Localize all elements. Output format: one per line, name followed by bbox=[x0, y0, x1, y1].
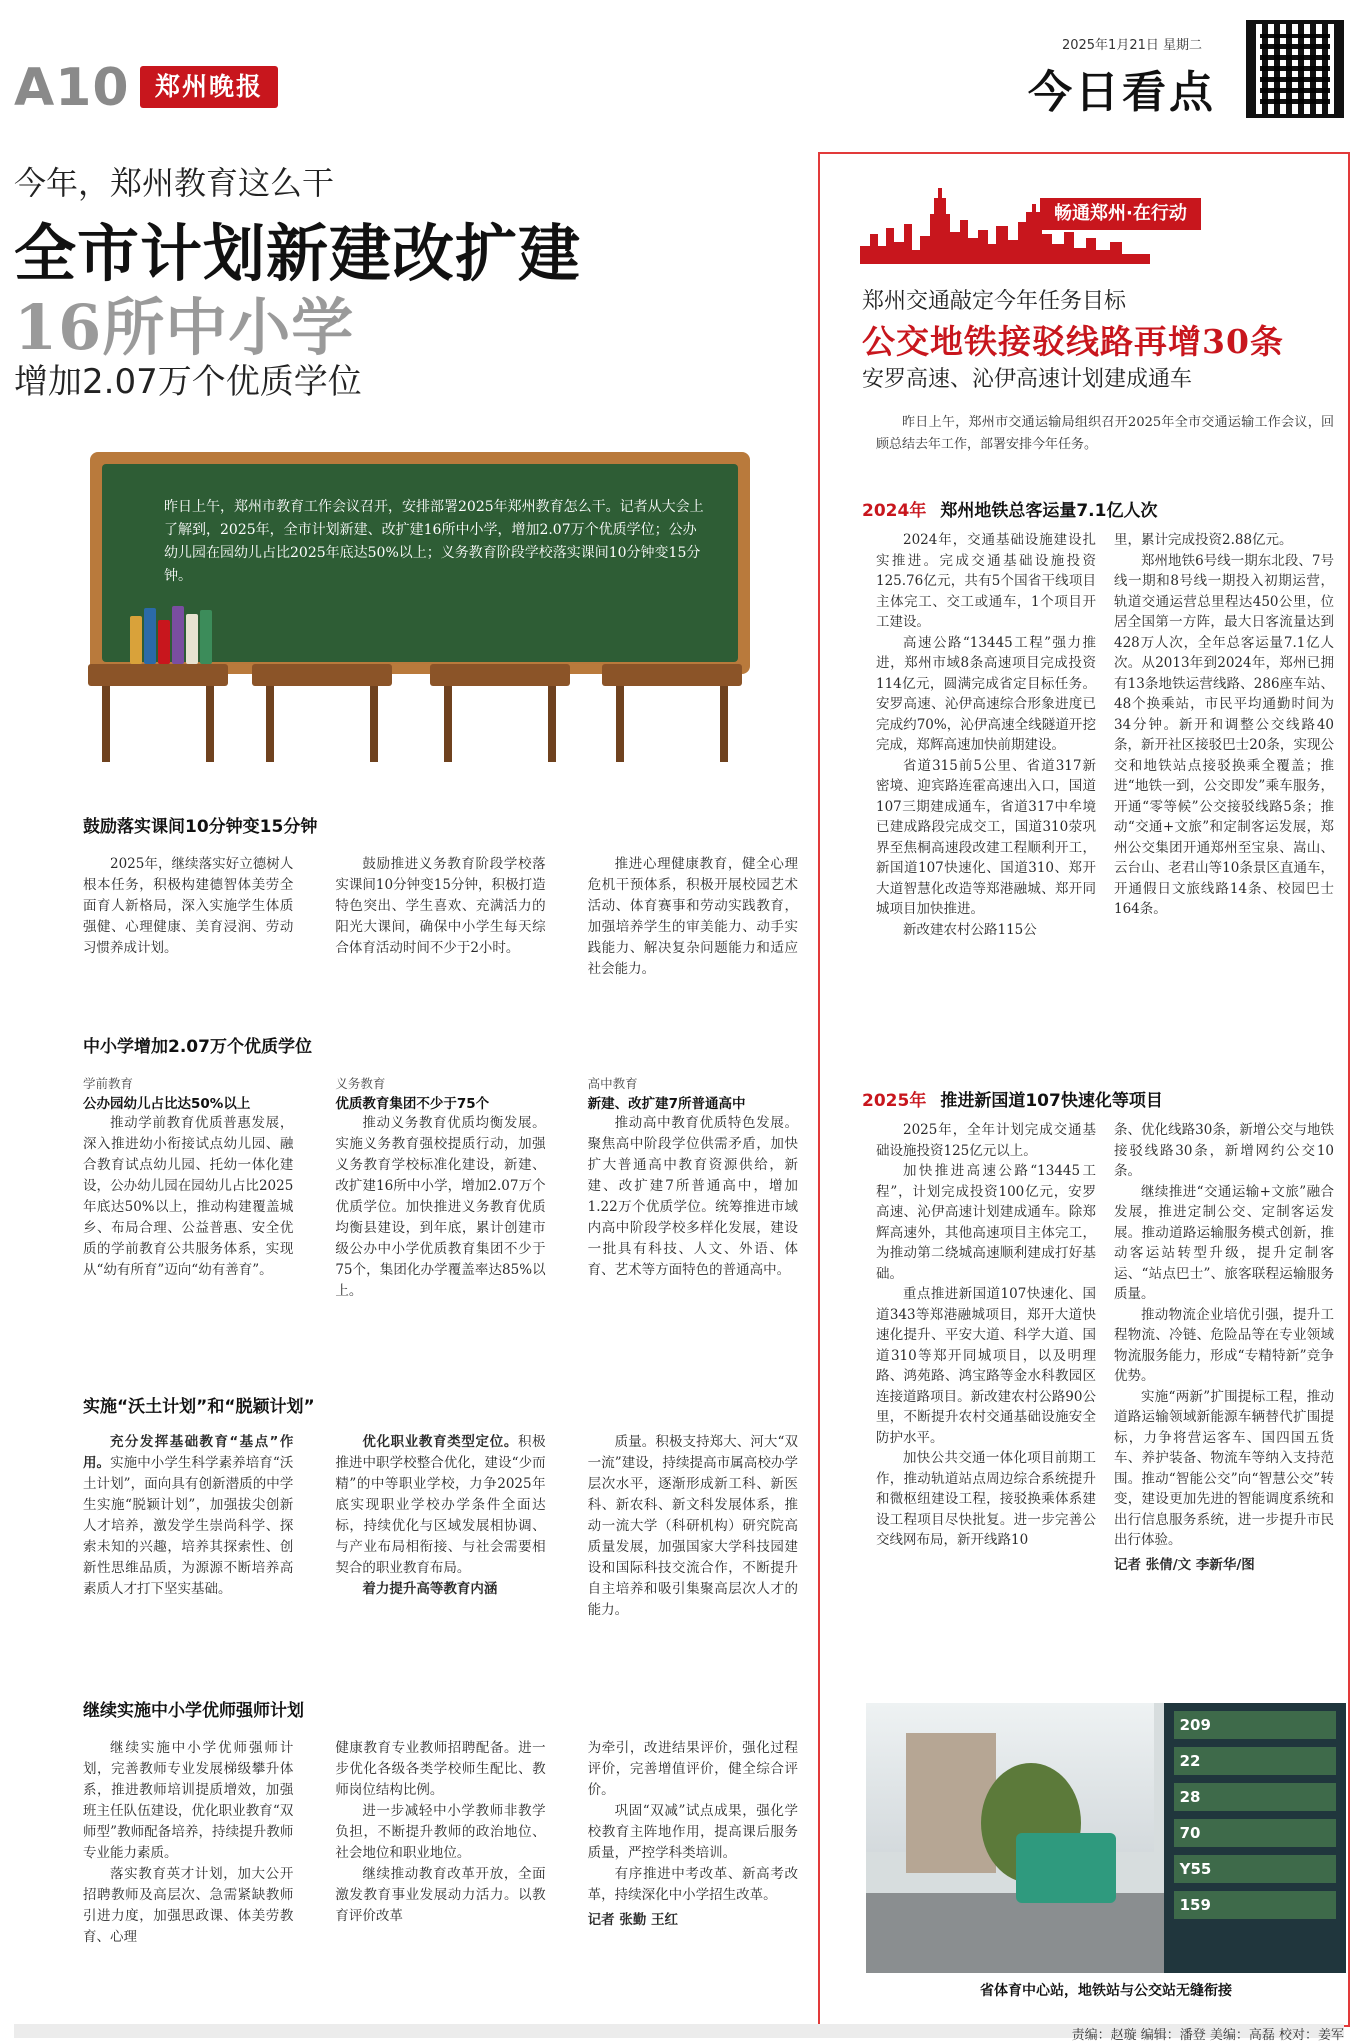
paragraph: 巩固“双减”试点成果，强化学校教育主阵地作用，提高课后服务质量，严控学科类培训。 bbox=[587, 1803, 798, 1861]
text-column bbox=[83, 1074, 293, 1346]
category-label: 义务教育 bbox=[335, 1076, 386, 1091]
photo-building bbox=[906, 1733, 996, 1873]
route-number: 159 bbox=[1174, 1891, 1336, 1919]
text-column bbox=[876, 530, 1096, 1050]
text-column bbox=[335, 1738, 545, 1990]
route-number: 70 bbox=[1174, 1819, 1336, 1847]
category-label: 学前教育 bbox=[83, 1076, 134, 1091]
section-heading: 实施“沃土计划”和“脱颖计划” bbox=[83, 1397, 315, 1417]
masthead bbox=[14, 38, 1344, 118]
section-heading bbox=[862, 1086, 1163, 1111]
article-subhead: 增加2.07万个优质学位 bbox=[14, 362, 362, 402]
section-body bbox=[83, 1432, 798, 1672]
paragraph: 重点推进新国道107快速化、国道343等郑港融城项目，郑开大道快速化提升、平安大道、科学大道、国道310等郑开同城项目，以及明理路、鸿苑路、鸿宝路等金水科教园区连接道路项目。新改建农村公路90公里，不断提升农村交通基础设施安全防护水平。 bbox=[876, 1286, 1096, 1446]
paragraph: 条、优化线路30条，新增公交与地铁接驳线路30条，新增网约公交10条。 bbox=[1114, 1122, 1334, 1179]
right-article-kicker: 郑州交通敲定今年任务目标 bbox=[862, 289, 1127, 314]
text-column bbox=[1114, 530, 1334, 1050]
paragraph: 2024年，交通基础设施建设扎实推进。完成交通基础设施投资125.76亿元，共有5个国省干线项目主体完工、交工或通车，1个项目开工建设。 bbox=[876, 532, 1096, 630]
paragraph: 省道315前5公里、省道317新密境、迎宾路连霍高速出入口，国道107三期建成通车，省道317中牟境已建成路段完成交工，国道310荥巩界至焦桐高速段改建工程顺利开工，新国道107快速化、国道310、郑开大道智慧化改造等郑港融城、郑开同城项目加快推进。 bbox=[876, 757, 1096, 917]
subsection-heading: 公办园幼儿占比达50%以上 bbox=[83, 1096, 251, 1112]
right-article-subhead: 安罗高速、沁伊高速计划建成通车 bbox=[862, 367, 1193, 392]
lead-in: 充分发挥基础教育“基点”作用。 bbox=[83, 1434, 294, 1471]
paragraph: 推动物流企业培优引强，提升工程物流、冷链、危险品等在专业领域物流服务能力，形成“专精特新”竞争优势。 bbox=[1114, 1306, 1334, 1384]
paragraph: 推动学前教育优质普惠发展，深入推进幼小衔接试点幼儿园、融合教育试点幼儿园、托幼一体化建设，公办幼儿园在园幼儿占比2025年底达50%以上，推动构建覆盖城乡、布局合理、公益普惠、安全优质的学前教育公共服务体系，实现从“幼有所育”迈向“幼有善育”。 bbox=[83, 1115, 294, 1278]
paragraph: 积极推进中职学校整合优化，建设“少而精”的中等职业学校，力争2025年底实现职业学校办学条件全面达标，持续优化与区域发展相协调、与产业布局相衔接、与社会需要相契合的职业教育布局。 bbox=[335, 1434, 546, 1576]
section-body bbox=[83, 1074, 798, 1346]
paragraph: 推进心理健康教育，健全心理危机干预体系，积极开展校园艺术活动、体育赛事和劳动实践教育，加强培养学生的审美能力、动手实践能力、解决复杂问题能力和适应社会能力。 bbox=[587, 856, 798, 977]
section-heading: 中小学增加2.07万个优质学位 bbox=[83, 1037, 312, 1057]
paragraph: 实施中小学生科学素养培育“沃土计划”，面向具有创新潜质的中学生实施“脱颖计划”，加强拔尖创新人才培养，激发学生崇尚科学、探索未知的兴趣，培养其探索性、创新性思维品质，为源源不断培养高素质人才打下坚实基础。 bbox=[83, 1455, 294, 1597]
section-body bbox=[83, 854, 798, 977]
editor-credits: 责编：赵璇 编辑：潘登 美编：高磊 校对：姜军 bbox=[1071, 2028, 1344, 2043]
chalkboard-lead-text: 昨日上午，郑州市教育工作会议召开，安排部署2025年郑州教育怎么干。记者从大会上了解到，2025年，全市计划新建、改扩建16所中小学，增加2.07万个优质学位；公办幼儿园在园幼儿占比2025年底达50%以上；义务教育阶段学校落实课间10分钟变15分钟。 bbox=[102, 464, 738, 662]
subsection-heading: 新建、改扩建7所普通高中 bbox=[587, 1096, 746, 1112]
right-article-box bbox=[818, 152, 1350, 2027]
books-icon bbox=[130, 602, 250, 664]
campaign-banner-label: 畅通郑州·在行动 bbox=[1040, 198, 1201, 230]
text-column bbox=[588, 1432, 798, 1672]
bus-route-signboard bbox=[1164, 1703, 1346, 1973]
issue-date: 2025年1月21日 星期二 bbox=[1061, 38, 1202, 53]
section-year: 2024年 bbox=[862, 501, 927, 521]
right-article-lead: 昨日上午，郑州市交通运输局组织召开2025年全市交通运输工作会议，回顾总结去年工作，部署安排今年任务。 bbox=[876, 415, 1334, 452]
route-number: 209 bbox=[1174, 1711, 1336, 1739]
page-number: A10 bbox=[14, 58, 130, 118]
paragraph: 郑州地铁6号线一期东北段、7号线一期和8号线一期投入初期运营，轨道交通运营总里程达450公里，位居全国第一方阵，最大日客流量达到428万人次，全年总客运量7.1亿人次。从2013年到2024年，郑州已拥有13条地铁运营线路、286座车站、48个换乘站，市民平均通勤时间为34分钟。新开和调整公交线路40条，新开社区接驳巴士20条，实现公交和地铁站点接驳换乘全覆盖；推进“地铁一到，公交即发”乘车服务，开通“零等候”公交接驳线路5条；推动“交通+文旅”和定制客运发展，郑州公交集团开通郑州至宝泉、嵩山、云台山、老君山等10条景区直通车，开通假日文旅线路14条、校园巴士164条。 bbox=[1114, 552, 1334, 917]
subsection-heading: 优质教育集团不少于75个 bbox=[335, 1096, 490, 1112]
section-heading: 鼓励落实课间10分钟变15分钟 bbox=[83, 817, 318, 837]
route-number: 28 bbox=[1174, 1783, 1336, 1811]
text-column bbox=[83, 854, 293, 964]
article-headline: 全市计划新建改扩建 bbox=[14, 217, 582, 290]
news-photo bbox=[866, 1703, 1346, 1973]
text-column bbox=[335, 854, 545, 964]
article-headline-second-line: 16所中小学 bbox=[14, 291, 355, 364]
paragraph: 加快推进高速公路“13445工程”，计划完成投资100亿元，安罗高速、沁伊高速计划建成通车。除郑辉高速外，其他高速项目主体完工，为推动第二绕城高速顺利建成打好基础。 bbox=[876, 1163, 1096, 1282]
paragraph: 继续推动教育改革开放，全面激发教育事业发展动力活力。以教育评价改革 bbox=[335, 1866, 546, 1924]
section-body bbox=[876, 1120, 1334, 1680]
paragraph: 进一步减轻中小学教师非教学负担，不断提升教师的政治地位、社会地位和职业地位。 bbox=[335, 1803, 546, 1861]
text-column bbox=[588, 1074, 798, 1346]
route-number: Y55 bbox=[1174, 1855, 1336, 1883]
paragraph: 为牵引，改进结果评价，强化过程评价，完善增值评价，健全综合评价。 bbox=[587, 1740, 798, 1798]
text-column bbox=[83, 1432, 293, 1672]
bus-icon bbox=[1016, 1833, 1116, 1903]
lead-in: 着力提升高等教育内涵 bbox=[362, 1581, 498, 1597]
text-column bbox=[335, 1432, 545, 1672]
paragraph: 健康教育专业教师招聘配备。进一步优化各级各类学校师生配比、教师岗位结构比例。 bbox=[335, 1740, 546, 1798]
section-title: 郑州地铁总客运量7.1亿人次 bbox=[940, 501, 1158, 521]
chalkboard-illustration bbox=[90, 452, 770, 782]
byline: 记者 张倩/文 李新华/图 bbox=[1114, 1556, 1255, 1573]
section-title: 今日看点 bbox=[1028, 67, 1216, 118]
photo-caption: 省体育中心站，地铁站与公交站无缝衔接 bbox=[980, 1983, 1232, 1999]
category-label: 高中教育 bbox=[587, 1076, 638, 1091]
paragraph: 继续实施中小学优师强师计划，完善教师专业发展梯级攀升体系，推进教师培训提质增效，加强班主任队伍建设，优化职业教育“双师型”教师配备培养，持续提升教师专业能力素质。 bbox=[83, 1740, 294, 1861]
text-column bbox=[83, 1738, 293, 1990]
qr-code-icon[interactable] bbox=[1246, 20, 1344, 118]
route-number: 22 bbox=[1174, 1747, 1336, 1775]
lead-in: 优化职业教育类型定位。 bbox=[362, 1434, 519, 1450]
campaign-banner bbox=[860, 180, 1300, 264]
paragraph: 推动高中教育优质特色发展。聚焦高中阶段学位供需矛盾，加快扩大普通高中教育资源供给，新建、改扩建7所普通高中，增加1.22万个优质学位。统筹推进市域内高中阶段学校多样化发展，建设一批具有科技、人文、外语、体育、艺术等方面特色的普通高中。 bbox=[587, 1115, 798, 1278]
paragraph: 高速公路“13445工程”强力推进，郑州市域8条高速项目完成投资114亿元，圆满完成省定目标任务。安罗高速、沁伊高速综合形象进度已完成约70%，沁伊高速全线隧道开挖完成，郑辉高速加快前期建设。 bbox=[876, 634, 1096, 753]
paragraph: 实施“两新”扩围提标工程，推动道路运输领域新能源车辆替代扩围提标，力争将营运客车、国四国五货车、养护装备、物流车等纳入支持范围。推动“智能公交”向“智慧公交”转变，建设更加先进的智能调度系统和出行信息服务系统，进一步提升市民出行体验。 bbox=[1114, 1388, 1334, 1548]
text-column bbox=[587, 854, 798, 977]
paragraph: 继续推进“交通运输+文旅”融合发展，推进定制公交、定制客运发展。推动道路运输服务模式创新，推动客运站转型升级，提升定制客运、“站点巴士”、旅客联程运输服务质量。 bbox=[1114, 1183, 1334, 1302]
desk-icon bbox=[602, 664, 742, 686]
paragraph: 2025年，继续落实好立德树人根本任务，积极构建德智体美劳全面育人新格局，深入实施学生体质强健、心理健康、美育浸润、劳动习惯养成计划。 bbox=[83, 856, 294, 956]
paragraph: 有序推进中考改革、新高考改革，持续深化中小学招生改革。 bbox=[587, 1866, 798, 1903]
desk-icon bbox=[88, 664, 228, 686]
paragraph: 新改建农村公路115公 bbox=[903, 921, 1037, 938]
text-column bbox=[876, 1120, 1096, 1680]
paragraph: 2025年，全年计划完成交通基础设施投资125亿元以上。 bbox=[876, 1122, 1096, 1159]
section-body bbox=[876, 530, 1334, 1050]
section-year: 2025年 bbox=[862, 1091, 927, 1111]
section-title: 推进新国道107快速化等项目 bbox=[940, 1091, 1163, 1111]
right-article-headline: 公交地铁接驳线路再增30条 bbox=[862, 322, 1284, 361]
section-heading: 继续实施中小学优师强师计划 bbox=[83, 1701, 304, 1721]
text-column bbox=[335, 1074, 545, 1346]
text-column bbox=[588, 1738, 798, 1990]
paper-logo: 郑州晚报 bbox=[140, 66, 278, 108]
paragraph: 落实教育英才计划，加大公开招聘教师及高层次、急需紧缺教师引进力度，加强思政课、体美劳教育、心理 bbox=[83, 1866, 294, 1945]
text-column bbox=[1114, 1120, 1334, 1680]
desk-icon bbox=[252, 664, 392, 686]
section-heading bbox=[862, 496, 1157, 521]
desk-icon bbox=[430, 664, 570, 686]
paragraph: 鼓励推进义务教育阶段学校落实课间10分钟变15分钟，积极打造特色突出、学生喜欢、充满活力的阳光大课间，确保中小学生每天综合体育活动时间不少于2小时。 bbox=[335, 856, 546, 956]
photo-road bbox=[866, 1893, 1164, 1973]
paragraph: 推动义务教育优质均衡发展。实施义务教育强校提质行动，加强义务教育学校标准化建设，新建、改扩建16所中小学，增加2.07万个优质学位。加快推进义务教育优质均衡县建设，到年底，累计创建市级公办中小学优质教育集团不少于75个，集团化办学覆盖率达85%以上。 bbox=[335, 1115, 546, 1299]
paragraph: 质量。积极支持郑大、河大“双一流”建设，持续提高市属高校办学层次水平，逐渐形成新工科、新医科、新农科、新文科发展体系，推动一流大学（科研机构）研究院高质量发展，加强国家大学科技园建设和国际科技交流合作，不断提升自主培养和吸引集聚高层次人才的能力。 bbox=[587, 1434, 798, 1618]
paragraph: 里，累计完成投资2.88亿元。 bbox=[1114, 532, 1293, 548]
section-body bbox=[83, 1738, 798, 1990]
paragraph: 加快公共交通一体化项目前期工作，推动轨道站点周边综合系统提升和微枢纽建设工程，接驳换乘体系建设工程项目尽快批复。进一步完善公交线网布局，新开线路10 bbox=[876, 1450, 1096, 1548]
byline: 记者 张勤 王红 bbox=[587, 1912, 679, 1928]
article-kicker: 今年，郑州教育这么干 bbox=[14, 164, 335, 202]
